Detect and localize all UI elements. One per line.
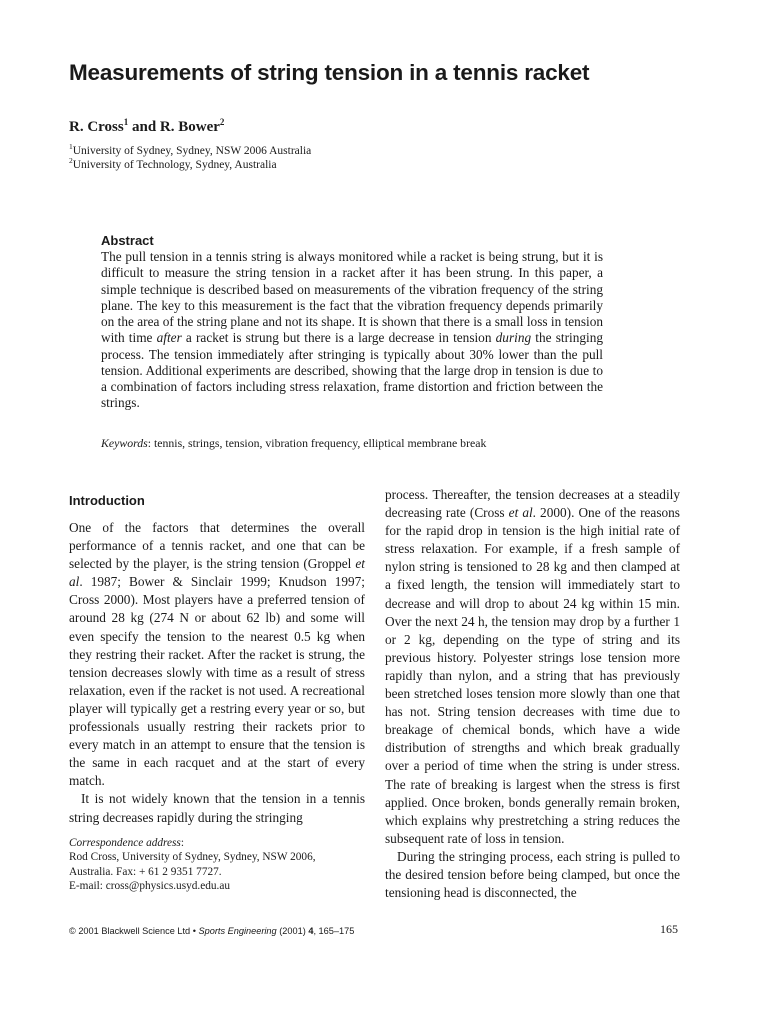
affiliation-marker: 1 [69,142,73,151]
keywords [101,436,486,451]
body-paragraph: It is not widely known that the tension in a tennis string decreases rapidly during the stringing [69,791,365,825]
citation-et-al: et al [69,556,365,590]
footer-journal: Sports Engineering [198,926,277,936]
footer-copyright: © 2001 Blackwell Science Ltd • [69,926,199,936]
body-text: One of the factors that determines the overall performance of a tennis racket, and one that can be selected by the player, is the string tension (Groppel [69,520,365,572]
author-superscript: 1 [123,117,129,127]
correspondence-label: Correspondence address [69,837,181,849]
abstract-text-part: a racket is strung but there is a large decrease in tension [181,330,496,346]
right-column [385,486,680,902]
footer-citation [69,926,354,936]
abstract-emphasis: after [156,330,182,346]
keywords-label: Keywords [101,436,148,450]
citation-et-al: et al [508,505,533,521]
footer-year: (2001) [276,926,309,936]
body-paragraph [385,486,680,848]
abstract-text-part: the stringing process. The tension immediately after stringing is typically about 30% lower than the pull tension. Additional experiments are described, showing that the large drop in tension is due to a combination of factors including stress relaxation, frame distortion and friction between the strings. [101,330,603,411]
section-heading-introduction: Introduction [69,493,145,508]
abstract-section [101,233,603,412]
correspondence-line: Australia. Fax: + 61 2 9351 7727. [69,865,222,878]
author-conjunction: and [128,119,160,135]
abstract-heading: Abstract [101,233,154,248]
body-paragraph [69,519,365,790]
correspondence-colon: : [180,837,184,849]
footer-pages: , 165–175 [313,926,355,936]
affiliation-text: University of Technology, Sydney, Australia [72,158,277,171]
abstract-text [101,249,603,412]
affiliation [69,156,277,171]
abstract-text-part: The pull tension in a tennis string is always monitored while a racket is being strung, but it is difficult to measure the string tension in a racket after it has been strung. In this paper, a simple technique is described based on measurements of the vibration frequency of the string plane. The key to this measurement is the fact that the vibration frequency depends primarily on the area of the string plane and not its shape. It is shown that there is a small loss in tension with time [101,249,603,346]
correspondence-label-line [69,836,365,850]
body-text: process. Thereafter, the tension decreases at a steadily decreasing rate (Cross [385,487,680,521]
author-name: R. Bower [159,119,220,135]
affiliation-marker: 2 [69,156,73,165]
body-paragraph: During the stringing process, each string is pulled to the desired tension before being clamped, but once the tensioning head is disconnected, the [385,848,680,901]
abstract-emphasis: during [495,330,532,346]
paper-title: Measurements of string tension in a tennis racket [69,60,590,85]
author-superscript: 2 [219,117,225,127]
affiliation-text: University of Sydney, Sydney, NSW 2006 Australia [72,144,312,157]
page-number: 165 [660,922,678,936]
correspondence-line: Rod Cross, University of Sydney, Sydney, NSW 2006, [69,851,316,864]
author-list [69,117,224,136]
keywords-text: : tennis, strings, tension, vibration frequency, elliptical membrane break [147,436,487,450]
body-text: . 2000). One of the reasons for the rapid drop in tension is the high initial rate of stress relaxation. For example, if a fresh sample of nylon string is tensioned to 28 kg and then clamped at a fixed length, the tension will immediately start to decrease and will drop to about 24 kg within 15 min. Over the next 24 h, the tension may drop by a further 1 or 2 kg, depending on the type of string and its previous history. Polyester strings lose tension more rapidly than nylon, and a string that has previously been stretched loses tension more slowly than one that has not. String tension decreases with time due to breakage of chemical bonds, which have a wide distribution of strengths and which break gradually over a period of time when the string is under stress. The rate of breaking is largest when the stress is first applied. Once broken, bonds generally remain broken, which explains why prestretching a string reduces the subsequent rate of loss in tension. [385,505,680,846]
correspondence-address [69,836,365,893]
author-name: R. Cross [69,119,124,135]
body-text: . 1987; Bower & Sinclair 1999; Knudson 1997; Cross 2000). Most players have a preferred tension of around 28 kg (274 N or about 62 lb) and some will even specify the tension to the nearest 0.5 kg when they restring their racket. After the racket is strung, the tension decreases slowly with time as a result of stress relaxation, even if the racket is not used. A recreational player will typically get a restring every year or so, but professionals usually restring their rackets prior to every match in an attempt to ensure that the tension is the same in each racquet and at the start of every match. [69,574,365,789]
left-column [69,493,365,827]
affiliation [69,142,311,157]
correspondence-email: E-mail: cross@physics.usyd.edu.au [69,879,231,892]
footer-volume: 4 [308,926,314,936]
